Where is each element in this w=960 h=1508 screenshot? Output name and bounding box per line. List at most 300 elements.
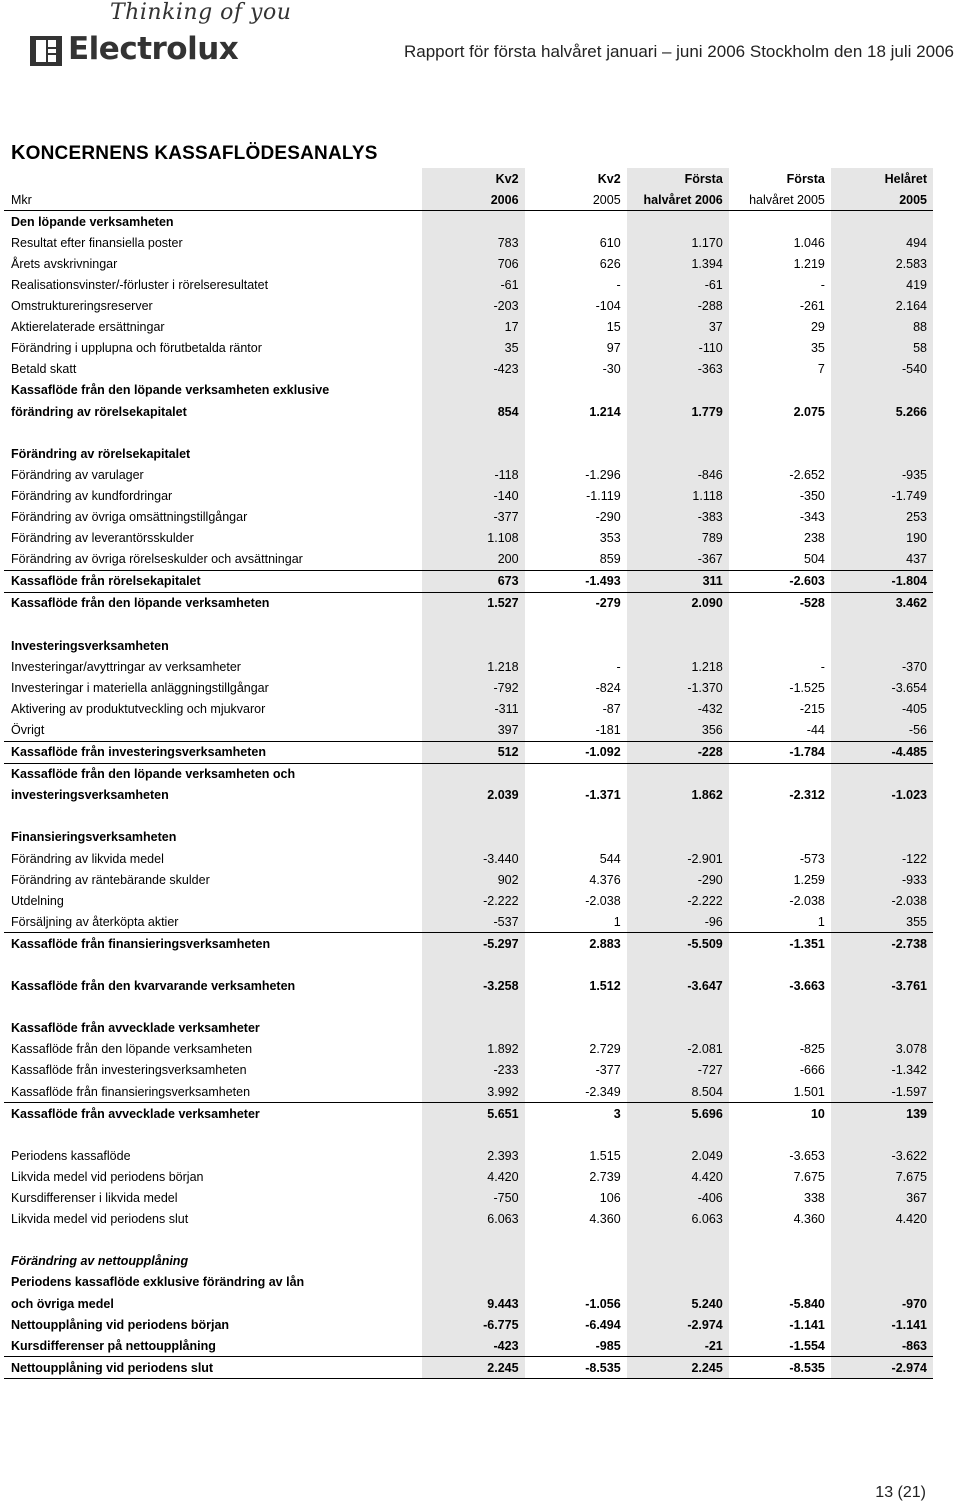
cell-value: 437 [831,549,933,571]
cell-value: 789 [627,528,729,549]
cell-value [831,443,933,464]
cell-value: -423 [422,1335,524,1357]
row-label [4,422,422,443]
cell-value: 610 [599,235,621,250]
cell-value: 2.393 [422,1145,524,1166]
cell-value: 2006 [422,189,524,211]
cell-value: -1.119 [586,488,621,503]
table-row [4,869,933,890]
cell-value: 35 [422,338,524,359]
table-row [4,635,933,656]
cell-value: 10 [810,1106,825,1121]
cell-value: 706 [422,253,524,274]
cell-value: 29 [810,320,825,335]
cell-value: 2.883 [589,936,621,951]
table-row [4,211,933,233]
report-title: Rapport för första halvåret januari – juni 2006 Stockholm den 18 juli 2006 [403,42,954,61]
cell-value: -432 [627,698,729,719]
cell-value: 397 [422,719,524,741]
cell-value: -863 [831,1335,933,1357]
cell-value [729,806,831,827]
cell-value [831,1230,933,1251]
cell-value: 7 [817,362,825,377]
row-label: Förändring av övriga omsättningstillgångar [11,510,248,525]
table-row [4,253,933,274]
cell-value: -363 [627,359,729,380]
cell-value [422,763,524,785]
row-label [4,614,422,635]
cell-value [422,954,524,975]
cell-value [627,997,729,1018]
cell-value: -6.775 [422,1314,524,1335]
cell-value: 2.090 [627,592,729,614]
cell-value: 3.462 [831,592,933,614]
cell-value: -2.901 [627,848,729,869]
cell-value: 783 [422,232,524,253]
cell-value: 673 [422,570,524,592]
row-label: Mkr [4,189,422,211]
row-label: Förändring av likvida medel [11,851,164,866]
cell-value: -2.038 [585,893,621,908]
table-row [4,485,933,506]
cell-value: -8.535 [525,1357,627,1379]
row-label: investeringsverksamheten [11,788,169,803]
row-label [4,1124,422,1145]
cell-value [729,211,831,233]
cell-value: -140 [422,485,524,506]
cell-value: 338 [804,1191,825,1206]
page-header [0,0,960,70]
cell-value: -343 [799,510,825,525]
row-label: Övrigt [4,719,422,741]
cell-value: -1.141 [831,1314,933,1335]
cell-value: 4.360 [793,1212,825,1227]
cell-value [831,380,933,401]
cell-value [525,806,627,827]
cell-value [831,806,933,827]
cell-value: 1.515 [589,1148,621,1163]
cell-value: -2.974 [627,1314,729,1335]
cell-value: 9.443 [422,1293,524,1314]
cell-value [729,1230,831,1251]
table-row [4,890,933,911]
cell-value: -311 [422,698,524,719]
logo-tagline: Thinking of you [110,0,292,25]
cell-value [831,211,933,233]
cell-value: -935 [831,464,933,485]
row-label: och övriga medel [11,1296,114,1311]
cell-value [422,827,524,848]
cell-value: -2.349 [525,1081,627,1103]
cell-value [729,1018,831,1039]
row-label: Likvida medel vid periodens slut [11,1212,189,1227]
cell-value [831,997,933,1018]
cell-value: -666 [799,1063,825,1078]
table-row [4,1081,933,1103]
cell-value: 7.675 [793,1169,825,1184]
cell-value: -1.351 [789,936,825,951]
table-row [4,1039,933,1060]
cell-value: 2005 [525,189,627,211]
cell-value [627,1230,729,1251]
cell-value: -350 [799,488,825,503]
cell-value [831,1124,933,1145]
cell-value: 5.266 [831,401,933,422]
table-row [4,911,933,933]
cell-value: -56 [831,719,933,741]
table-row [4,763,933,785]
cell-value: -2.312 [789,788,825,803]
cell-value: 1.501 [729,1081,831,1103]
cell-value [525,422,627,443]
row-label: Förändring av räntebärande skulder [11,872,210,887]
cell-value: 88 [831,317,933,338]
cell-value: 5.696 [627,1103,729,1125]
cell-value: -792 [422,677,524,698]
cell-value: -61 [627,274,729,295]
cell-value [422,614,524,635]
table-row [4,1018,933,1039]
table-row [4,933,933,955]
cell-value: -1.370 [627,677,729,698]
table-row [4,954,933,975]
row-label [4,954,422,975]
electrolux-logo-icon [30,36,62,66]
row-label: Kassaflöde från avvecklade verksamheter [11,1106,260,1121]
cell-value: 1.862 [627,785,729,806]
cell-value: -1.342 [831,1060,933,1081]
cell-value [422,1230,524,1251]
cell-value: 58 [831,338,933,359]
cell-value [422,1018,524,1039]
cell-value: 504 [729,549,831,571]
row-label: Periodens kassaflöde exklusive förändring av lån [11,1275,305,1290]
cell-value [422,635,524,656]
row-label: Nettoupplåning vid periodens slut [4,1357,422,1379]
cell-value: -1.597 [831,1081,933,1103]
cell-value: 97 [606,341,621,356]
cell-value [627,1124,729,1145]
cell-value [831,422,933,443]
cell-value: 626 [599,256,621,271]
cell-value [831,1018,933,1039]
cell-value: 1.892 [422,1039,524,1060]
cell-value: -528 [799,596,825,611]
cell-value: -61 [422,274,524,295]
row-label: Investeringar i materiella anläggningstillgångar [11,680,269,695]
cell-value: 1.512 [589,979,621,994]
row-label: Försäljning av återköpta aktier [4,911,422,933]
cell-value: 4.420 [627,1166,729,1187]
row-label: Betald skatt [11,362,77,377]
cell-value: -985 [525,1335,627,1357]
row-label: Förändring av varulager [11,467,144,482]
cell-value [627,614,729,635]
cell-value [729,954,831,975]
cell-value: -215 [799,701,825,716]
cell-value: 1.170 [627,232,729,253]
table-row [4,1124,933,1145]
cell-value: -3.663 [789,979,825,994]
cell-value [729,1272,831,1293]
row-label: Aktivering av produktutveckling och mjukvaror [11,701,266,716]
cell-value: 2.075 [793,404,825,419]
cell-value: -1.092 [525,741,627,763]
cell-value: -3.653 [789,1148,825,1163]
cell-value: 353 [599,531,621,546]
cell-value [831,1272,933,1293]
table-row [4,1188,933,1209]
cell-value: 311 [627,570,729,592]
cell-value: Helåret [831,168,933,189]
table-row [4,1209,933,1230]
cell-value: -537 [422,911,524,933]
cell-value: -2.081 [627,1039,729,1060]
cell-value: -3.647 [627,976,729,997]
cell-value: -573 [799,851,825,866]
cell-value [525,763,627,785]
cell-value: 2.245 [422,1357,524,1379]
cell-value [831,954,933,975]
table-row [4,1060,933,1081]
row-label: Årets avskrivningar [11,256,118,271]
cell-value: 355 [831,911,933,933]
cell-value: -377 [595,1063,621,1078]
table-row [4,1166,933,1187]
cell-value: -118 [422,464,524,485]
cell-value: 4.360 [589,1212,621,1227]
row-label: Kassaflöde från rörelsekapitalet [4,570,422,592]
row-label: Kursdifferenser på nettoupplåning [4,1335,422,1357]
cell-value: 356 [627,719,729,741]
cell-value: -228 [627,741,729,763]
table-row [4,528,933,549]
cell-value: 15 [606,320,621,335]
cell-value: 190 [831,528,933,549]
cell-value: halvåret 2006 [627,189,729,211]
cell-value: -3.622 [831,1145,933,1166]
cell-value: -96 [627,911,729,933]
table-row [4,1230,933,1251]
row-label: förändring av rörelsekapitalet [11,404,187,419]
cell-value: -1.296 [585,467,621,482]
cell-value: - [820,659,825,674]
cell-value: 5.651 [422,1103,524,1125]
table-row [4,549,933,571]
cell-value: 512 [422,741,524,763]
cell-value: -104 [595,299,621,314]
cell-value: 419 [831,274,933,295]
table-row [4,380,933,401]
cell-value: 7.675 [831,1166,933,1187]
cell-value [422,422,524,443]
row-label: Förändring av rörelsekapitalet [11,446,191,461]
cell-value [729,827,831,848]
row-label: Kassaflöde från den löpande verksamheten [11,1042,253,1057]
cell-value: Kv2 [422,168,524,189]
cell-value [729,380,831,401]
cell-value: -3.761 [831,976,933,997]
cell-value: 4.420 [831,1209,933,1230]
table-row [4,741,933,763]
cell-value: 1.218 [627,656,729,677]
cell-value [422,806,524,827]
cell-value: -279 [595,596,621,611]
table-row [4,274,933,295]
cell-value: 2.729 [589,1042,621,1057]
table-row [4,698,933,719]
cell-value: 1.214 [589,404,621,419]
cell-value [627,1272,729,1293]
cell-value: -87 [602,701,621,716]
row-label: Likvida medel vid periodens början [11,1169,204,1184]
row-label: Förändring i upplupna och förutbetalda räntor [11,341,262,356]
cell-value: 4.420 [422,1166,524,1187]
table-row [4,359,933,380]
cell-value [627,211,729,233]
cell-value: 3.992 [422,1081,524,1103]
cell-value: 1.218 [422,656,524,677]
cell-value: 2.245 [627,1357,729,1379]
table-row [4,1357,933,1379]
cell-value: 2005 [831,189,933,211]
cell-value [831,827,933,848]
table-row [4,443,933,464]
cell-value: 494 [831,232,933,253]
cell-value [729,1124,831,1145]
table-row [4,401,933,422]
row-label: Nettoupplåning vid periodens början [11,1317,230,1332]
table-row [4,464,933,485]
cell-value: -1.056 [585,1296,621,1311]
table-row [4,1145,933,1166]
table-row [4,592,933,614]
cell-value: 1 [729,911,831,933]
row-label: Kassaflöde från den löpande verksamheten exklusive [11,383,330,398]
cell-value: -44 [729,719,831,741]
row-label [4,806,422,827]
cell-value: -2.222 [422,890,524,911]
row-label: Aktierelaterade ersättningar [11,320,165,335]
cell-value: 2.739 [589,1169,621,1184]
cell-value: 37 [627,317,729,338]
table-row [4,997,933,1018]
cell-value: -30 [602,362,621,377]
cell-value: 1.118 [627,485,729,506]
cell-value: Kv2 [597,171,621,186]
cell-value [525,1124,627,1145]
cell-value: -750 [422,1188,524,1209]
cell-value: -970 [831,1293,933,1314]
row-label: Kassaflöde från investeringsverksamheten [4,741,422,763]
cell-value: 2.164 [831,296,933,317]
cell-value: -3.654 [831,677,933,698]
row-label: Realisationsvinster/-förluster i rörelseresultatet [11,278,269,293]
cell-value: Första [627,168,729,189]
cell-value: 544 [599,851,621,866]
cell-value [525,211,627,233]
table-row [4,1251,933,1272]
cell-value: -5.840 [789,1296,825,1311]
cell-value: 139 [831,1103,933,1125]
cell-value: 3.078 [831,1039,933,1060]
cell-value: -21 [627,1335,729,1357]
cell-value [627,635,729,656]
cell-value: 2.049 [627,1145,729,1166]
cell-value [422,997,524,1018]
cell-value: 1.219 [793,256,825,271]
cell-value: -5.297 [422,933,524,955]
cell-value: -3.440 [422,848,524,869]
row-label: Investeringsverksamheten [11,638,169,653]
cell-value: -2.038 [831,890,933,911]
table-row [4,677,933,698]
cell-value: -288 [627,296,729,317]
row-label: Kassaflöde från finansieringsverksamheten [4,1081,422,1103]
cell-value [729,614,831,635]
table-row [4,422,933,443]
cell-value: 1 [525,911,627,933]
cell-value [831,635,933,656]
cell-value: 902 [422,869,524,890]
table-row [4,719,933,741]
table-row [4,317,933,338]
cell-value [627,763,729,785]
cell-value [627,806,729,827]
table-row [4,827,933,848]
cell-value [525,443,627,464]
cell-value [627,443,729,464]
page-number: 13 (21) [875,1484,926,1501]
table-row [4,507,933,528]
cell-value: -1.023 [831,785,933,806]
cell-value: 1.046 [793,235,825,250]
row-label: Kursdifferenser i likvida medel [11,1191,178,1206]
column-header-row [4,168,933,189]
cell-value: -5.509 [627,933,729,955]
table-row [4,1272,933,1293]
cell-value: 367 [831,1188,933,1209]
cell-value: -203 [422,296,524,317]
cell-value: -933 [831,869,933,890]
cell-value: - [616,659,621,674]
table-row [4,1103,933,1125]
cashflow-table [4,168,933,1379]
cell-value [422,1272,524,1293]
cell-value: -727 [627,1060,729,1081]
cell-value: -377 [422,507,524,528]
cell-value [627,954,729,975]
cell-value: -181 [525,719,627,741]
cell-value [422,443,524,464]
cell-value: -1.525 [789,680,825,695]
cell-value [627,1018,729,1039]
cell-value: -1.749 [831,485,933,506]
cell-value: halvåret 2005 [729,189,831,211]
cell-value [831,614,933,635]
cell-value [627,1251,729,1272]
cell-value [525,1230,627,1251]
row-label: Finansieringsverksamheten [11,830,177,845]
table-row [4,656,933,677]
cell-value: -122 [831,848,933,869]
row-label: Kassaflöde från finansieringsverksamheten [11,936,271,951]
row-label [4,1230,422,1251]
table-row [4,570,933,592]
row-label: Kassaflöde från investeringsverksamheten [11,1063,247,1078]
cell-value: -1.784 [729,741,831,763]
cell-value: -2.738 [831,933,933,955]
